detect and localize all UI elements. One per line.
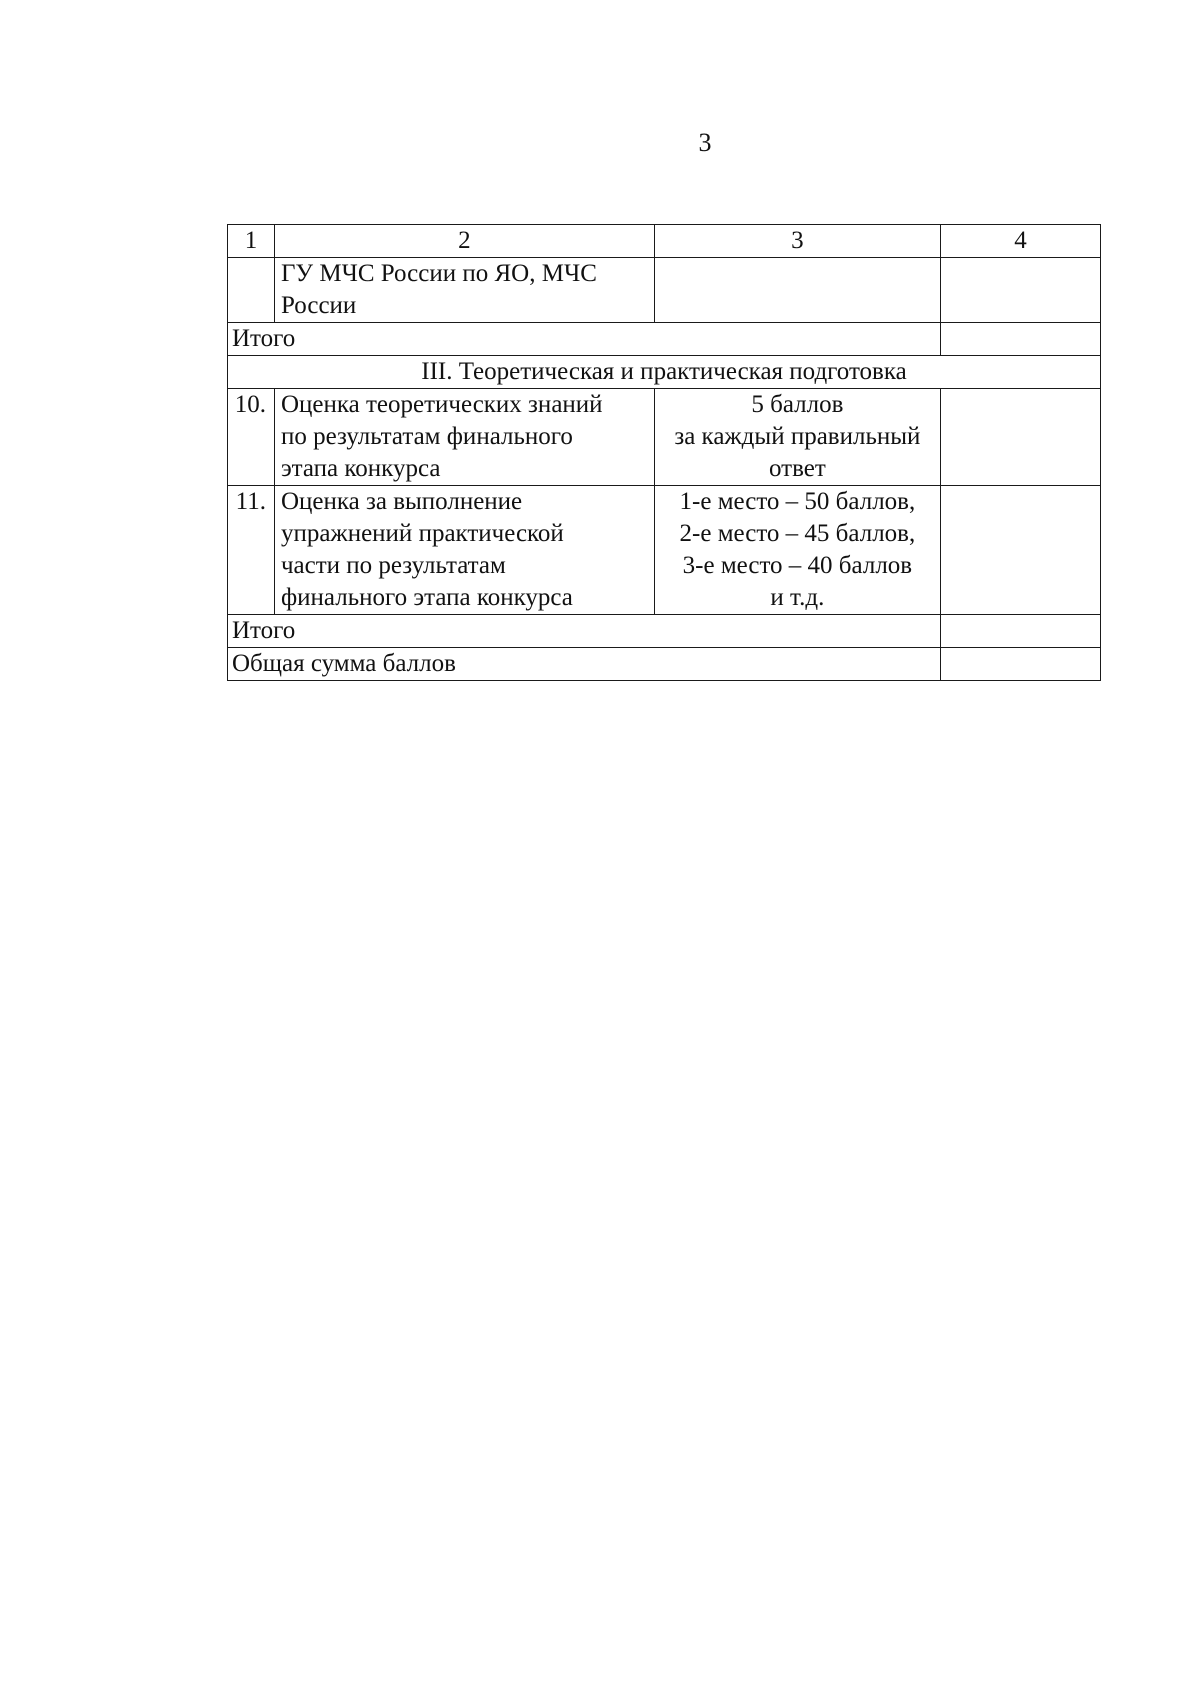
row-number-cell: 10.	[228, 389, 275, 486]
subtotal-label: Итого	[228, 615, 941, 648]
section-heading-row	[228, 356, 1101, 389]
subtotal-value	[940, 323, 1100, 356]
grand-total-value	[940, 648, 1100, 681]
section-title: III. Теоретическая и практическая подготовка	[228, 356, 1101, 389]
table-header-row	[228, 225, 1101, 258]
row-points-cell	[940, 486, 1100, 615]
column-header-2: 2	[274, 225, 654, 258]
column-header-4: 4	[940, 225, 1100, 258]
row-scoring-cell: 1-е место – 50 баллов, 2-е место – 45 баллов, 3-е место – 40 баллов и т.д.	[654, 486, 940, 615]
row-description-cell: Оценка за выполнение упражнений практической части по результатам финального этапа конкурса	[274, 486, 654, 615]
row-number-cell: 11.	[228, 486, 275, 615]
score-table	[227, 224, 1101, 681]
row-scoring-cell: 5 баллов за каждый правильный ответ	[654, 389, 940, 486]
subtotal-row	[228, 615, 1101, 648]
table-row	[228, 486, 1101, 615]
row-description-cell: Оценка теоретических знаний по результатам финального этапа конкурса	[274, 389, 654, 486]
row-number-cell	[228, 258, 275, 323]
column-header-1: 1	[228, 225, 275, 258]
table-row	[228, 258, 1101, 323]
subtotal-value	[940, 615, 1100, 648]
subtotal-row	[228, 323, 1101, 356]
grand-total-row	[228, 648, 1101, 681]
column-header-3: 3	[654, 225, 940, 258]
table-row	[228, 389, 1101, 486]
subtotal-label: Итого	[228, 323, 941, 356]
row-points-cell	[940, 258, 1100, 323]
grand-total-label: Общая сумма баллов	[228, 648, 941, 681]
row-description-cell: ГУ МЧС России по ЯО, МЧС России	[274, 258, 654, 323]
row-scoring-cell	[654, 258, 940, 323]
row-points-cell	[940, 389, 1100, 486]
page-number: 3	[698, 128, 712, 157]
